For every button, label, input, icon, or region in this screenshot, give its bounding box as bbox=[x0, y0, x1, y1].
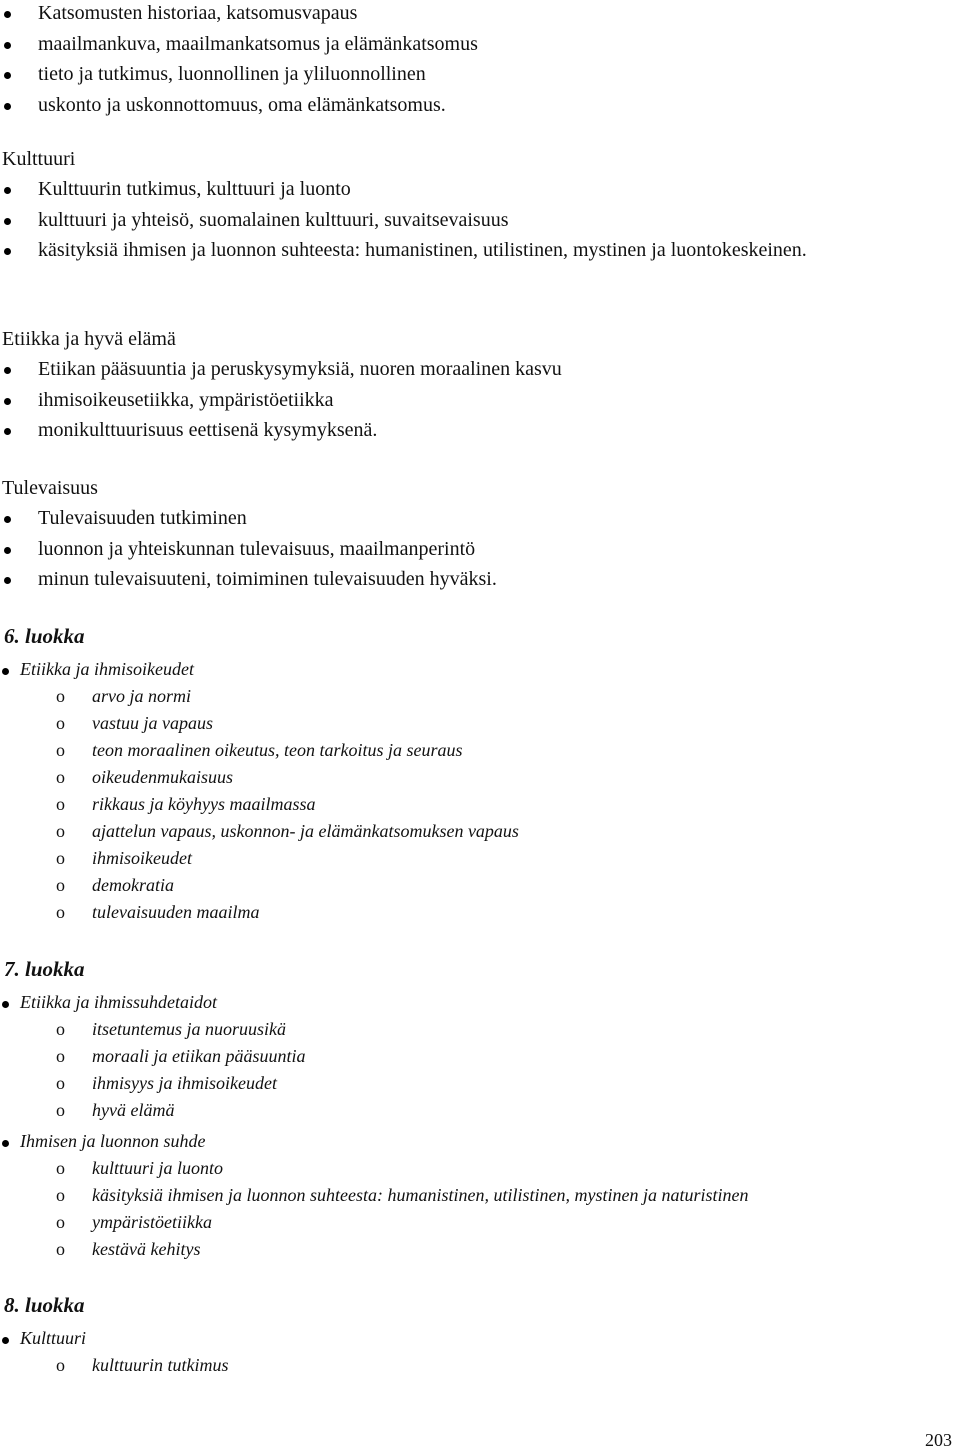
bullet-icon bbox=[2, 1140, 9, 1147]
list-item: Tulevaisuuden tutkiminen bbox=[0, 503, 958, 534]
circle-bullet-icon: o bbox=[56, 1019, 65, 1039]
subtopic-item: o ajattelun vapaus, uskonnon- ja elämänkatsomuksen vapaus bbox=[0, 818, 944, 845]
list-item: Kulttuurin tutkimus, kulttuuri ja luonto bbox=[0, 174, 958, 205]
section-heading: Tulevaisuus bbox=[2, 477, 98, 499]
topic-item: Ihmisen ja luonnon suhde o kulttuuri ja luonto o käsityksiä ihmisen ja luonnon suhteesta: humanistinen, utilistinen, mystinen ja naturistinen o ympäristöetiikka o kestävä kehitys bbox=[0, 1128, 944, 1263]
subtopic-item: o käsityksiä ihmisen ja luonnon suhteesta: humanistinen, utilistinen, mystinen ja naturistinen bbox=[0, 1182, 944, 1209]
subtopic-item: o kulttuuri ja luonto bbox=[0, 1155, 944, 1182]
list-item: maailmankuva, maailmankatsomus ja elämänkatsomus bbox=[0, 29, 940, 60]
subtopic-item: o kestävä kehitys bbox=[0, 1236, 944, 1263]
circle-bullet-icon: o bbox=[56, 875, 65, 895]
topic-list bbox=[0, 1325, 944, 1379]
grade-8 bbox=[4, 1291, 944, 1379]
subtopic-list bbox=[20, 1016, 944, 1124]
circle-bullet-icon: o bbox=[56, 767, 65, 787]
subtopic-item: o oikeudenmukaisuus bbox=[0, 764, 944, 791]
bullet-icon bbox=[4, 398, 11, 405]
section-tulevaisuus bbox=[2, 473, 958, 595]
bullet-icon bbox=[4, 516, 11, 523]
grade-title: 7. luokka bbox=[4, 957, 85, 981]
bullet-icon bbox=[4, 248, 11, 255]
circle-bullet-icon: o bbox=[56, 1239, 65, 1259]
subtopic-item: o tulevaisuuden maailma bbox=[0, 899, 944, 926]
subtopic-item: o kulttuurin tutkimus bbox=[0, 1352, 944, 1379]
bullet-icon bbox=[2, 668, 9, 675]
bullet-icon bbox=[4, 218, 11, 225]
section-list bbox=[0, 174, 958, 266]
list-item: luonnon ja yhteiskunnan tulevaisuus, maailmanperintö bbox=[0, 534, 958, 565]
circle-bullet-icon: o bbox=[56, 1355, 65, 1375]
list-item: Katsomusten historiaa, katsomusvapaus bbox=[0, 0, 940, 29]
circle-bullet-icon: o bbox=[56, 1158, 65, 1178]
topic-item: Kulttuuri o kulttuurin tutkimus bbox=[0, 1325, 944, 1379]
topic-item: Etiikka ja ihmissuhdetaidot o itsetuntemus ja nuoruusikä o moraali ja etiikan pääsuuntia o ihmisyys ja ihmisoikeudet o hyvä elämä bbox=[0, 989, 944, 1124]
circle-bullet-icon: o bbox=[56, 740, 65, 760]
topic-item: Etiikka ja ihmisoikeudet o arvo ja normi o vastuu ja vapaus o teon moraalinen oikeutus, teon tarkoitus ja seuraus o oikeudenmukaisuus o rikkaus ja köyhyys maailmassa o ajattelun vapaus, uskonnon- ja elämänkatsomuksen vapaus o ihmisoikeudet o demokratia o tulevaisuuden maailma bbox=[0, 656, 944, 926]
subtopic-item: o ihmisoikeudet bbox=[0, 845, 944, 872]
subtopic-list bbox=[20, 1155, 944, 1263]
section-heading: Kulttuuri bbox=[2, 148, 76, 170]
bullet-icon bbox=[2, 1337, 9, 1344]
bullet-icon bbox=[4, 72, 11, 79]
list-item: minun tulevaisuuteni, toimiminen tulevaisuuden hyväksi. bbox=[0, 564, 958, 595]
list-item: kulttuuri ja yhteisö, suomalainen kulttuuri, suvaitsevaisuus bbox=[0, 205, 958, 236]
bullet-icon bbox=[4, 11, 11, 18]
subtopic-list bbox=[20, 1352, 944, 1379]
section-kulttuuri bbox=[2, 144, 958, 266]
bullet-icon bbox=[4, 428, 11, 435]
subtopic-item: o hyvä elämä bbox=[0, 1097, 944, 1124]
topic-list bbox=[0, 656, 944, 926]
circle-bullet-icon: o bbox=[56, 686, 65, 706]
list-item: Etiikan pääsuuntia ja peruskysymyksiä, nuoren moraalinen kasvu bbox=[0, 354, 958, 385]
subtopic-item: o ympäristöetiikka bbox=[0, 1209, 944, 1236]
circle-bullet-icon: o bbox=[56, 1212, 65, 1232]
bullet-icon bbox=[4, 42, 11, 49]
circle-bullet-icon: o bbox=[56, 902, 65, 922]
topic-list bbox=[0, 989, 944, 1263]
subtopic-item: o moraali ja etiikan pääsuuntia bbox=[0, 1043, 944, 1070]
circle-bullet-icon: o bbox=[56, 713, 65, 733]
list-item: tieto ja tutkimus, luonnollinen ja yliluonnollinen bbox=[0, 59, 940, 90]
section-list bbox=[0, 354, 958, 446]
list-item: uskonto ja uskonnottomuus, oma elämänkatsomus. bbox=[0, 90, 940, 121]
intro-list bbox=[0, 0, 940, 120]
subtopic-item: o teon moraalinen oikeutus, teon tarkoitus ja seuraus bbox=[0, 737, 944, 764]
bullet-icon bbox=[4, 187, 11, 194]
subtopic-item: o arvo ja normi bbox=[0, 683, 944, 710]
bullet-icon bbox=[4, 547, 11, 554]
bullet-icon bbox=[4, 367, 11, 374]
list-item: monikulttuurisuus eettisenä kysymyksenä. bbox=[0, 415, 958, 446]
bullet-icon bbox=[4, 103, 11, 110]
subtopic-item: o ihmisyys ja ihmisoikeudet bbox=[0, 1070, 944, 1097]
circle-bullet-icon: o bbox=[56, 1185, 65, 1205]
grade-title: 8. luokka bbox=[4, 1293, 85, 1317]
section-etiikka bbox=[2, 324, 958, 446]
circle-bullet-icon: o bbox=[56, 794, 65, 814]
subtopic-item: o rikkaus ja köyhyys maailmassa bbox=[0, 791, 944, 818]
bullet-icon bbox=[2, 1001, 9, 1008]
subtopic-item: o itsetuntemus ja nuoruusikä bbox=[0, 1016, 944, 1043]
subtopic-list bbox=[20, 683, 944, 926]
circle-bullet-icon: o bbox=[56, 1046, 65, 1066]
subtopic-item: o demokratia bbox=[0, 872, 944, 899]
circle-bullet-icon: o bbox=[56, 1073, 65, 1093]
grade-7 bbox=[4, 955, 944, 1263]
grade-title: 6. luokka bbox=[4, 624, 85, 648]
bullet-icon bbox=[4, 577, 11, 584]
subtopic-item: o vastuu ja vapaus bbox=[0, 710, 944, 737]
circle-bullet-icon: o bbox=[56, 848, 65, 868]
circle-bullet-icon: o bbox=[56, 1100, 65, 1120]
section-heading: Etiikka ja hyvä elämä bbox=[2, 328, 176, 350]
list-item: käsityksiä ihmisen ja luonnon suhteesta: humanistinen, utilistinen, mystinen ja luontokeskeinen. bbox=[0, 235, 958, 266]
circle-bullet-icon: o bbox=[56, 821, 65, 841]
grade-6 bbox=[4, 622, 944, 926]
page-number: 203 bbox=[925, 1430, 952, 1450]
section-list bbox=[0, 503, 958, 595]
list-item: ihmisoikeusetiikka, ympäristöetiikka bbox=[0, 385, 958, 416]
